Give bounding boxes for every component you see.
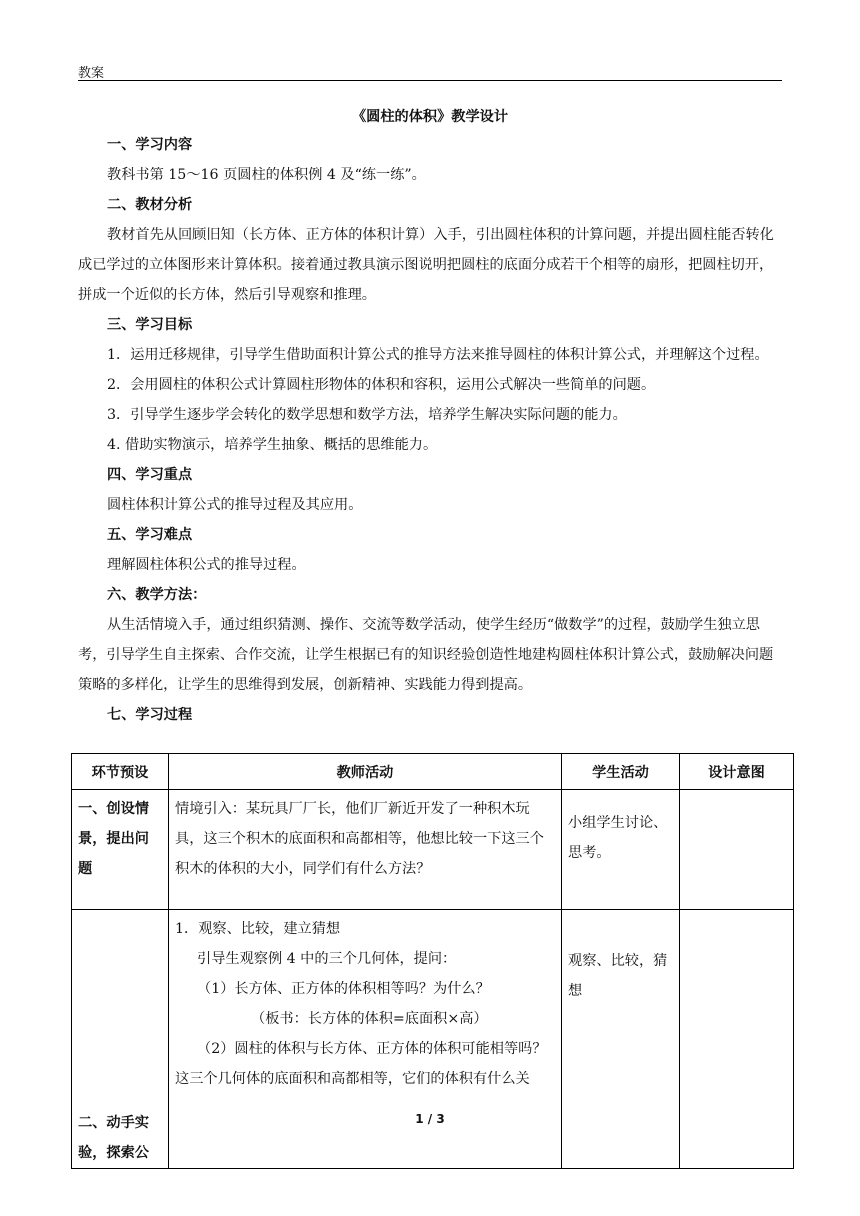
table-header-cell: 设计意图	[680, 754, 794, 790]
section-heading-keypoints: 四、学习重点	[107, 467, 193, 483]
teacher-activity-cell: 情境引入：某玩具厂厂长，他们厂新近开发了一种积木玩具，这三个积木的底面积和高都相等，他想比较一下这三个积木的体积的大小，同学们有什么方法？	[169, 790, 562, 910]
header-divider	[78, 80, 782, 81]
goal-item: 4. 借助实物演示，培养学生抽象、概括的思维能力。	[107, 437, 438, 453]
student-activity-cell: 观察、比较，猜想	[562, 910, 680, 1169]
teacher-line: 引导生观察例 4 中的三个几何体，提问：	[197, 951, 457, 967]
section-paragraph: 圆柱体积计算公式的推导过程及其应用。	[107, 497, 363, 513]
section-paragraph: 教材首先从回顾旧知（长方体、正方体的体积计算）入手，引出圆柱体积的计算问题，并提出圆柱能否转化成已学过的立体图形来计算体积。接着通过教具演示图说明把圆柱的底面分成若干个相等的扇形，把圆柱切开，拼成一个近似的长方体，然后引导观察和推理。	[78, 227, 774, 303]
section-heading-method: 六、教学方法：	[107, 587, 207, 603]
design-intent-cell	[680, 790, 794, 910]
teacher-activity-cell	[169, 910, 562, 1169]
section-heading-content: 一、学习内容	[107, 137, 193, 153]
teacher-line: （1）长方体、正方体的体积相等吗？为什么？	[197, 981, 490, 997]
teacher-line: 1．观察、比较，建立猜想	[175, 921, 341, 937]
header-label: 教案	[78, 66, 105, 81]
section-heading-goals: 三、学习目标	[107, 317, 193, 333]
goal-item: 1．运用迁移规律，引导学生借助面积计算公式的推导方法来推导圆柱的体积计算公式，并理解这个过程。	[107, 347, 769, 363]
section-paragraph: 从生活情境入手，通过组织猜测、操作、交流等数学活动，使学生经历“做数学”的过程，鼓励学生独立思考，引导学生自主探索、合作交流，让学生根据已有的知识经验创造性地建构圆柱体积计算公式，鼓励解决问题策略的多样化，让学生的思维得到发展，创新精神、实践能力得到提高。	[78, 617, 774, 693]
section-heading-difficulty: 五、学习难点	[107, 527, 193, 543]
teacher-line: 这三个几何体的底面积和高都相等，它们的体积有什么关	[175, 1071, 530, 1087]
goal-item: 2．会用圆柱的体积公式计算圆柱形物体的体积和容积，运用公式解决一些简单的问题。	[107, 377, 656, 393]
stage-cell: 一、创设情景，提出问题	[72, 790, 169, 910]
section-heading-process: 七、学习过程	[107, 707, 193, 723]
goal-item: 3．引导学生逐步学会转化的数学思想和数学方法，培养学生解决实际问题的能力。	[107, 407, 627, 423]
document-title: 《圆柱的体积》教学设计	[351, 109, 509, 125]
stage-cell: 二、动手实验，探索公	[72, 910, 169, 1169]
table-row	[72, 790, 794, 910]
teacher-line: （板书：长方体的体积=底面积×高）	[251, 1011, 488, 1027]
process-table	[71, 753, 794, 1169]
table-header-row	[72, 754, 794, 790]
table-header-cell: 环节预设	[72, 754, 169, 790]
section-paragraph: 理解圆柱体积公式的推导过程。	[107, 557, 306, 573]
design-intent-cell	[680, 910, 794, 1169]
table-row	[72, 910, 794, 1169]
section-paragraph: 教科书第 15～16 页圆柱的体积例 4 及“练一练”。	[107, 167, 426, 183]
page-number: 1 / 3	[415, 1112, 445, 1126]
table-header-cell: 教师活动	[169, 754, 562, 790]
student-activity-cell: 小组学生讨论、思考。	[562, 790, 680, 910]
table-header-cell: 学生活动	[562, 754, 680, 790]
section-heading-analysis: 二、教材分析	[107, 197, 193, 213]
document-body	[78, 104, 782, 730]
teacher-line: （2）圆柱的体积与长方体、正方体的体积可能相等吗？	[197, 1041, 547, 1057]
